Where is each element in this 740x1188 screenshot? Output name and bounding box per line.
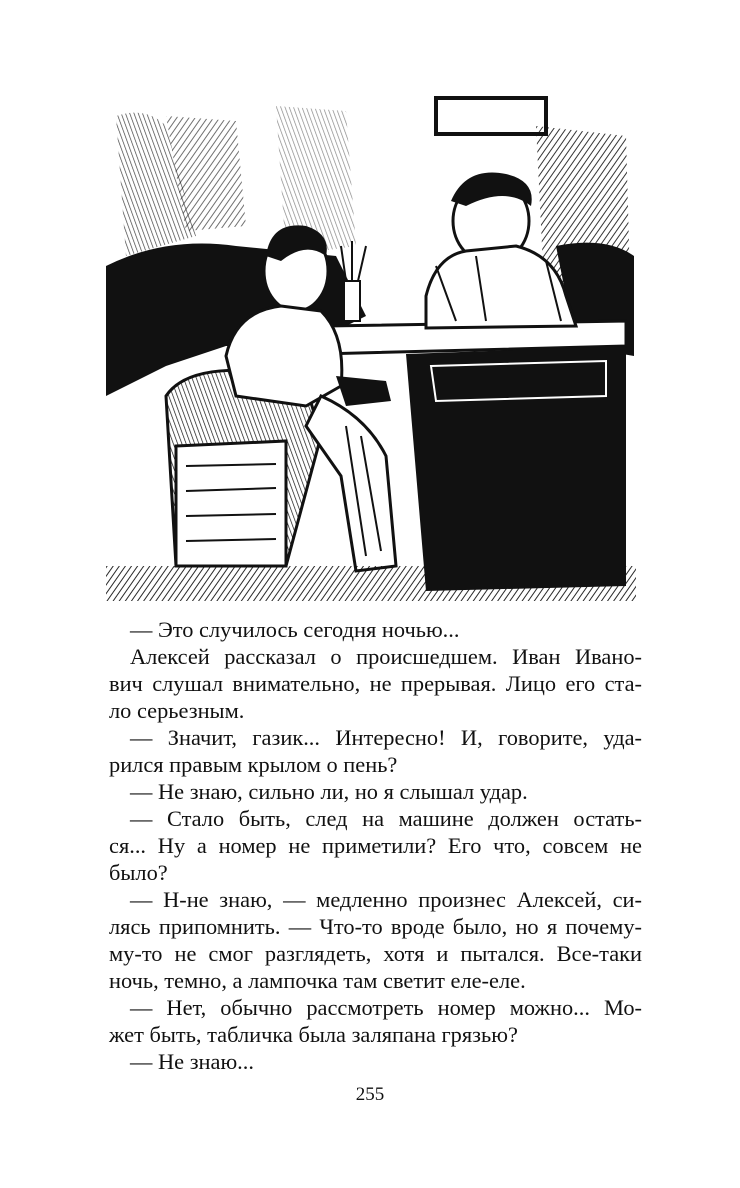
text-line: — Нет, обычно рассмотреть номер можно... Мо- [130, 995, 642, 1020]
text-line: — Значит, газик... Интересно! И, говорите, уда- [130, 725, 642, 750]
text-line: жет быть, табличка была заляпана грязью? [109, 1022, 518, 1047]
book-illustration [106, 96, 636, 606]
text-line: рился правым крылом о пень? [109, 752, 398, 777]
page-number: 255 [355, 1084, 385, 1105]
floor-shading [106, 566, 636, 601]
text-line: ночь, темно, а лампочка там светит еле-еле. [109, 968, 526, 993]
text-line: му-то не смог разглядеть, хотя и пытался. Все-таки [109, 941, 642, 966]
text-line: было? [109, 860, 168, 885]
text-line: Алексей рассказал о происшедшем. Иван Ивано- [130, 644, 642, 669]
text-line: — Не знаю... [130, 1049, 254, 1074]
text-line: — Это случилось сегодня ночью... [130, 617, 460, 642]
wall-frame [436, 98, 546, 134]
text-line: ло серьезным. [109, 698, 245, 723]
text-line: лясь припомнить. — Что-то вроде было, но я почему- [109, 914, 642, 939]
text-line: вич слушал внимательно, не прерывая. Лицо его ста- [109, 671, 642, 696]
text-line: — Не знаю, сильно ли, но я слышал удар. [130, 779, 528, 804]
page-text [109, 616, 642, 1075]
text-line: ся... Ну а номер не приметили? Его что, совсем не [109, 833, 642, 858]
text-line: — Н-не знаю, — медленно произнес Алексей, си- [130, 887, 642, 912]
text-line: — Стало быть, след на машине должен остать- [130, 806, 642, 831]
